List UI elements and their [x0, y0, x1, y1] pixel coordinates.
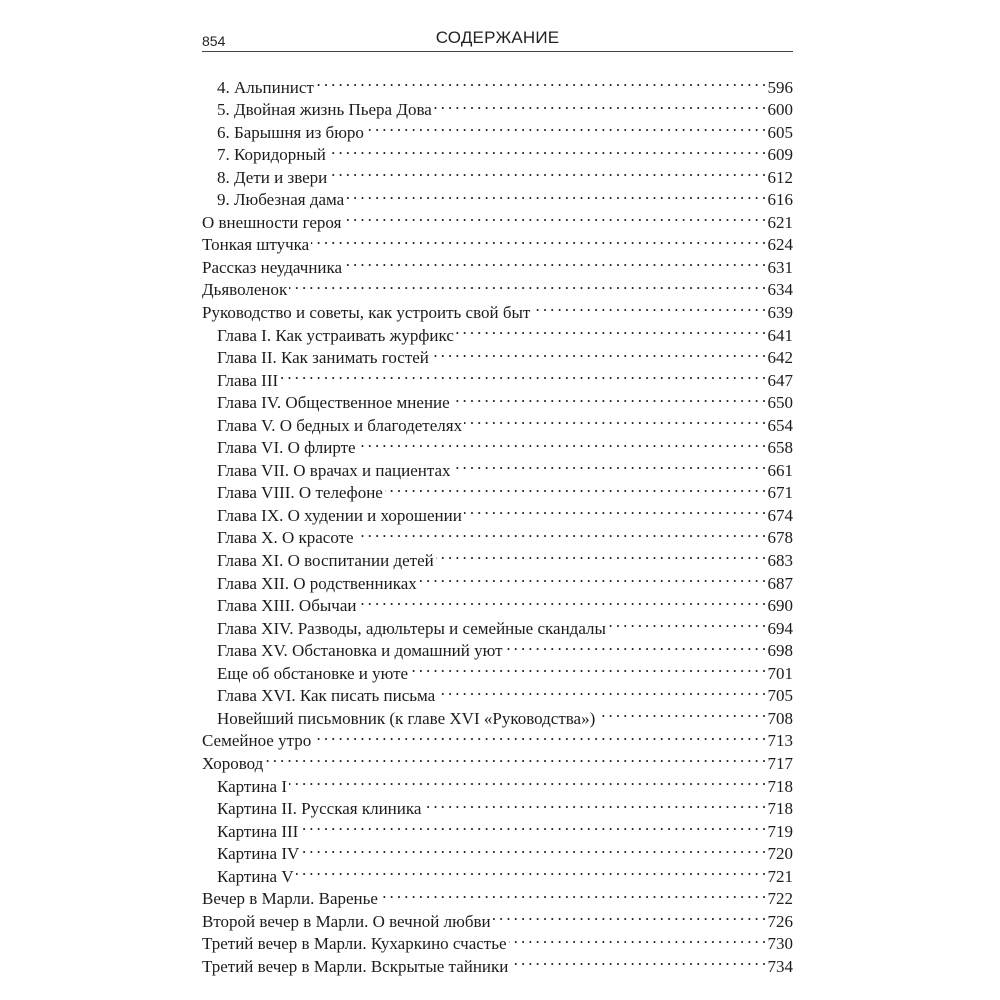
toc-entry-page: 718 — [767, 799, 793, 819]
dot-leader — [265, 746, 765, 769]
page-header — [202, 26, 793, 52]
toc-entry-title: Третий вечер в Марли. Кухаркино счастье — [202, 934, 507, 954]
dot-leader — [296, 859, 766, 882]
toc-entry-title: Картина II. Русская клиника — [217, 799, 422, 819]
toc-entry-title: Глава IX. О худении и хорошении — [217, 505, 462, 525]
toc-entry-page: 658 — [767, 438, 793, 458]
toc-entry-page: 722 — [767, 889, 793, 909]
toc-entry-title: Рассказ неудачника — [202, 257, 343, 277]
toc-entry-page: 600 — [767, 100, 793, 120]
toc-entry-title: Семейное утро — [202, 731, 312, 751]
toc-entry-page: 634 — [767, 280, 793, 300]
toc-entry-page: 720 — [767, 844, 793, 864]
dot-leader — [410, 656, 765, 679]
toc-entry-title: Глава III — [217, 370, 279, 390]
dot-leader — [328, 138, 766, 161]
toc-entry — [202, 70, 793, 97]
toc-entry-title: Хоровод — [202, 753, 264, 773]
toc-entry-title: Дьяволенок — [202, 280, 288, 300]
dot-leader — [436, 543, 766, 566]
toc-entry-page: 687 — [767, 573, 793, 593]
dot-leader — [493, 904, 766, 927]
toc-entry-title: 6. Барышня из бюро — [217, 122, 364, 142]
toc-entry-page: 609 — [767, 145, 793, 165]
toc-entry-title: Еще об обстановке и уюте — [217, 663, 409, 683]
toc-entry-title: Картина IV — [217, 844, 300, 864]
toc-entry-title: 5. Двойная жизнь Пьера Дова — [217, 100, 432, 120]
dot-leader — [311, 228, 765, 251]
toc-entry-title: Третий вечер в Марли. Вскрытые тайники — [202, 956, 509, 976]
dot-leader — [346, 183, 765, 206]
toc-entry-page: 642 — [767, 348, 793, 368]
toc-entry-page: 605 — [767, 122, 793, 142]
toc-entry-page: 661 — [767, 460, 793, 480]
running-title: СОДЕРЖАНИЕ — [435, 28, 560, 47]
toc-entry-page: 631 — [767, 257, 793, 277]
toc-entry-page: 690 — [767, 596, 793, 616]
page-number: 854 — [202, 33, 226, 49]
toc-entry-page: 654 — [767, 415, 793, 435]
dot-leader — [452, 386, 766, 409]
dot-leader — [431, 341, 766, 364]
header-rule — [202, 51, 793, 52]
toc-entry-page: 719 — [767, 821, 793, 841]
toc-entry-title: Глава VI. О флирте — [217, 438, 356, 458]
dot-leader — [608, 611, 766, 634]
toc-entry-title: Глава VII. О врачах и пациентах — [217, 460, 451, 480]
toc-entry-title: Глава IV. Общественное мнение — [217, 393, 450, 413]
dot-leader — [289, 273, 765, 296]
toc-entry — [202, 792, 793, 819]
dot-leader — [532, 295, 765, 318]
toc-entry-page: 730 — [767, 934, 793, 954]
dot-leader — [597, 701, 765, 724]
toc-entry-title: Глава XI. О воспитании детей — [217, 551, 434, 571]
dot-leader — [509, 927, 766, 950]
dot-leader — [313, 724, 765, 747]
dot-leader — [423, 792, 765, 815]
dot-leader — [464, 408, 765, 431]
toc-entry-page: 698 — [767, 641, 793, 661]
toc-entry-title: Глава XVI. Как писать письма — [217, 686, 436, 706]
toc-entry-page: 726 — [767, 911, 793, 931]
toc-entry-title: Глава XV. Обстановка и домашний уют — [217, 641, 503, 661]
dot-leader — [343, 205, 765, 228]
toc-entry-title: Картина I — [217, 776, 288, 796]
toc-entry-title: Глава I. Как устраивать журфикс — [217, 325, 454, 345]
toc-entry-title: 4. Альпинист — [217, 77, 314, 97]
toc-entry-page: 708 — [767, 708, 793, 728]
toc-entry-title: 9. Любезная дама — [217, 190, 345, 210]
toc-entry-page: 694 — [767, 618, 793, 638]
dot-leader — [301, 837, 765, 860]
toc-entry-page: 701 — [767, 663, 793, 683]
dot-leader — [456, 318, 766, 341]
toc-entry-title: Тонкая штучка — [202, 235, 310, 255]
toc-entry-title: Вечер в Марли. Варенье — [202, 889, 378, 909]
toc-entry-title: Руководство и советы, как устроить свой быт — [202, 303, 531, 323]
toc-entry-title: Глава II. Как занимать гостей — [217, 348, 429, 368]
toc-entry-page: 705 — [767, 686, 793, 706]
toc-entry-page: 718 — [767, 776, 793, 796]
toc-entry-page: 713 — [767, 731, 793, 751]
toc-entry-title: Глава XIV. Разводы, адюльтеры и семейные скандалы — [217, 618, 606, 638]
toc-entry-page: 641 — [767, 325, 793, 345]
toc-entry-page: 647 — [767, 370, 793, 390]
dot-leader — [316, 70, 766, 93]
toc-entry — [202, 769, 793, 796]
dot-leader — [289, 769, 765, 792]
toc-entry-page: 674 — [767, 505, 793, 525]
dot-leader — [280, 363, 765, 386]
dot-leader — [300, 814, 765, 837]
dot-leader — [344, 250, 765, 273]
toc-entry-title: Новейший письмовник (к главе XVI «Руководства») — [217, 708, 596, 728]
toc-entry-page: 717 — [767, 753, 793, 773]
table-of-contents — [202, 70, 793, 976]
toc-entry-page: 621 — [767, 212, 793, 232]
toc-entry-title: Глава VIII. О телефоне — [217, 483, 383, 503]
toc-entry-page: 596 — [767, 77, 793, 97]
dot-leader — [358, 589, 765, 612]
toc-entry-title: Картина V — [217, 866, 294, 886]
toc-entry-title: Второй вечер в Марли. О вечной любви — [202, 911, 491, 931]
dot-leader — [380, 882, 766, 905]
toc-entry-page: 734 — [767, 956, 793, 976]
dot-leader — [358, 431, 766, 454]
dot-leader — [329, 160, 765, 183]
book-page — [202, 0, 793, 1000]
dot-leader — [385, 476, 766, 499]
dot-leader — [366, 115, 766, 138]
dot-leader — [505, 634, 766, 657]
dot-leader — [356, 521, 766, 544]
toc-entry-title: Глава XIII. Обычаи — [217, 596, 357, 616]
toc-entry — [202, 295, 793, 323]
dot-leader — [464, 498, 766, 521]
toc-entry-page: 721 — [767, 866, 793, 886]
toc-entry-title: Глава V. О бедных и благодетелях — [217, 415, 463, 435]
dot-leader — [437, 679, 765, 702]
toc-entry-page: 624 — [767, 235, 793, 255]
toc-entry-title: 7. Коридорный — [217, 145, 326, 165]
dot-leader — [434, 93, 766, 116]
toc-entry-page: 683 — [767, 551, 793, 571]
toc-entry-page: 678 — [767, 528, 793, 548]
dot-leader — [419, 566, 766, 589]
toc-entry-page: 612 — [767, 167, 793, 187]
toc-entry-page: 650 — [767, 393, 793, 413]
toc-entry-title: Глава XII. О родственниках — [217, 573, 417, 593]
toc-entry — [202, 386, 793, 413]
toc-entry — [202, 746, 793, 773]
toc-entry-title: 8. Дети и звери — [217, 167, 328, 187]
toc-entry — [202, 363, 793, 390]
toc-entry — [202, 273, 793, 300]
dot-leader — [453, 453, 766, 476]
toc-entry-page: 616 — [767, 190, 793, 210]
toc-entry-title: О внешности героя — [202, 212, 342, 232]
dot-leader — [510, 949, 765, 972]
toc-entry-title: Глава X. О красоте — [217, 528, 354, 548]
toc-entry-page: 639 — [767, 303, 793, 323]
toc-entry-title: Картина III — [217, 821, 299, 841]
toc-entry-page: 671 — [767, 483, 793, 503]
